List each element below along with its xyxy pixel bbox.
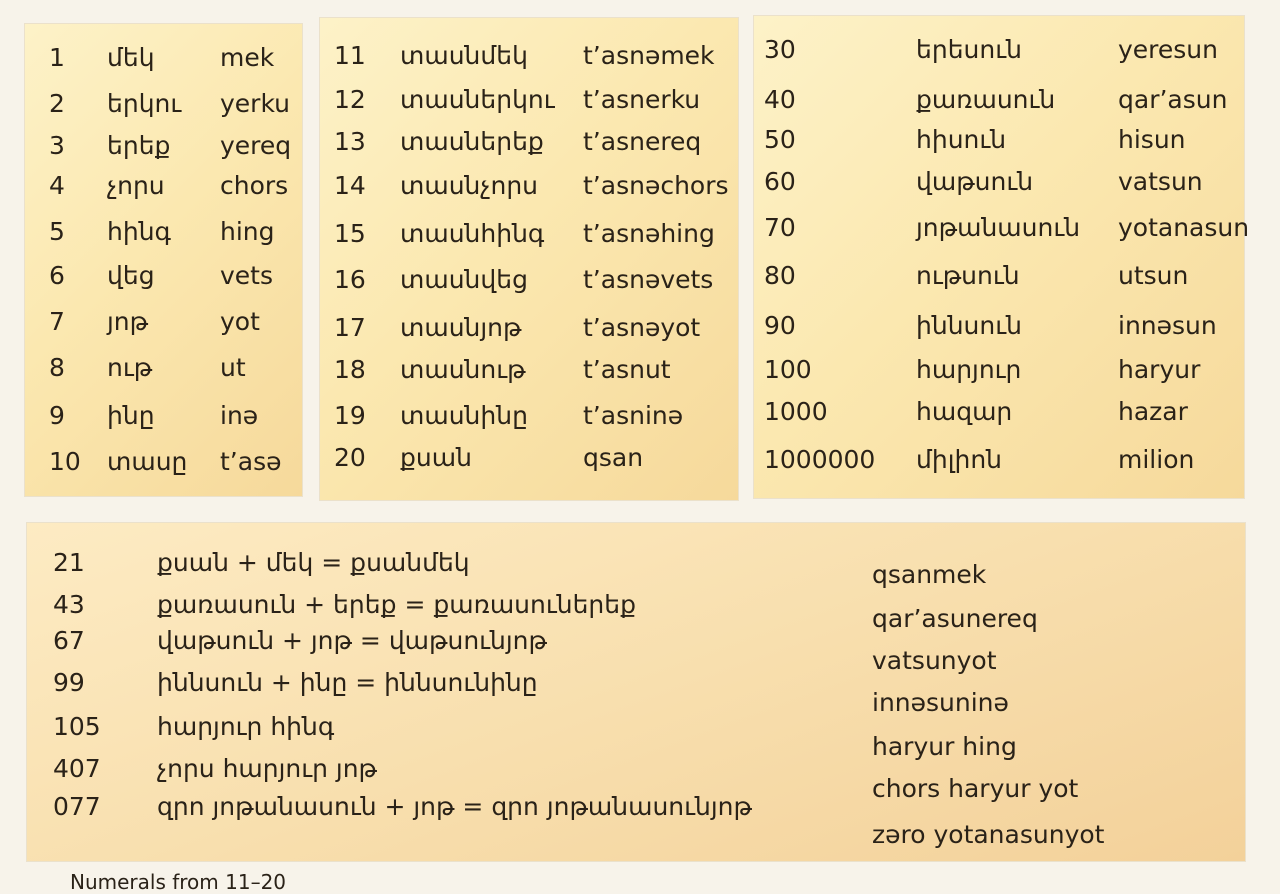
armenian-word: իննսուն (916, 311, 1022, 340)
transliteration: qsan (583, 443, 644, 472)
numeral: 105 (53, 712, 101, 741)
armenian-word: հիսուն (916, 125, 1007, 154)
numeral: 1000000 (764, 445, 876, 474)
numeral: 2 (49, 89, 65, 118)
transliteration: haryur hing (872, 732, 1017, 761)
transliteration: zəro yotanasunyot (872, 820, 1105, 849)
numeral: 407 (53, 754, 101, 783)
numeral: 67 (53, 626, 85, 655)
armenian-word: հարյուր հինգ (157, 712, 335, 741)
armenian-word: ինը (107, 401, 155, 430)
armenian-word: քսան (400, 443, 472, 472)
numeral: 4 (49, 171, 65, 200)
number-row (25, 38, 302, 78)
armenian-word: ութսուն (916, 261, 1020, 290)
number-row (754, 350, 1244, 390)
transliteration: innəsun (1118, 311, 1217, 340)
numeral: 60 (764, 167, 796, 196)
transliteration: ut (220, 353, 246, 382)
armenian-word: յոթ (107, 307, 149, 336)
armenian-word: քառասուն (916, 85, 1056, 114)
transliteration: t’asnəyot (583, 313, 701, 342)
armenian-word: տասներկու (400, 85, 555, 114)
numeral: 16 (334, 265, 366, 294)
transliteration: haryur (1118, 355, 1201, 384)
numeral: 3 (49, 131, 65, 160)
number-row (320, 80, 738, 120)
armenian-word: մեկ (107, 43, 155, 72)
numeral: 50 (764, 125, 796, 154)
number-row (754, 306, 1244, 346)
transliteration: hing (220, 217, 275, 246)
transliteration: vets (220, 261, 274, 290)
numeral: 1000 (764, 397, 828, 426)
armenian-word: երկու (107, 89, 182, 118)
numeral: 15 (334, 219, 366, 248)
transliteration: yeresun (1118, 35, 1218, 64)
transliteration: yerku (220, 89, 291, 118)
transliteration: utsun (1118, 261, 1189, 290)
numeral: 077 (53, 792, 101, 821)
numeral: 90 (764, 311, 796, 340)
numeral: 11 (334, 41, 366, 70)
armenian-word: իննսուն + ինը = իննսունինը (157, 668, 538, 697)
armenian-word: տասնութ (400, 355, 526, 384)
numeral: 8 (49, 353, 65, 382)
transliteration: mek (220, 43, 275, 72)
armenian-word: յոթանասուն (916, 213, 1081, 242)
transliteration: t’asnereq (583, 127, 702, 156)
compound-row (27, 543, 1245, 589)
armenian-word: տասնհինգ (400, 219, 545, 248)
armenian-word: միլիոն (916, 445, 1003, 474)
transliteration: hazar (1118, 397, 1188, 426)
armenian-word: ութ (107, 353, 153, 382)
numbers-panel-tens (754, 16, 1250, 498)
numeral: 7 (49, 307, 65, 336)
armenian-word: տասնմեկ (400, 41, 528, 70)
transliteration: qsanmek (872, 560, 987, 589)
transliteration: yereq (220, 131, 292, 160)
armenian-word: տասնվեց (400, 265, 528, 294)
numeral: 30 (764, 35, 796, 64)
number-row (25, 348, 302, 388)
armenian-word: հազար (916, 397, 1013, 426)
transliteration: hisun (1118, 125, 1186, 154)
numbers-panel-1-10 (25, 24, 302, 496)
number-row (25, 256, 302, 296)
number-row (320, 122, 738, 162)
numeral: 17 (334, 313, 366, 342)
armenian-word: տասներեք (400, 127, 544, 156)
armenian-word: տասը (107, 447, 188, 476)
armenian-word: վեց (107, 261, 155, 290)
armenian-word: վաթսուն (916, 167, 1034, 196)
numeral: 9 (49, 401, 65, 430)
numeral: 19 (334, 401, 366, 430)
transliteration: inə (220, 401, 259, 430)
armenian-word: երեք (107, 131, 171, 160)
compound-numbers-panel (27, 523, 1245, 861)
numeral: 6 (49, 261, 65, 290)
transliteration: chors haryur yot (872, 774, 1079, 803)
transliteration: t’asnut (583, 355, 671, 384)
numeral: 43 (53, 590, 85, 619)
number-row (25, 442, 302, 482)
transliteration: qar’asunereq (872, 604, 1038, 633)
number-row (754, 256, 1244, 296)
number-row (25, 126, 302, 166)
number-row (320, 166, 738, 206)
armenian-word: զրո յոթանասուն + յոթ = զրո յոթանասունյոթ (157, 792, 752, 821)
number-row (25, 302, 302, 342)
transliteration: t’asninə (583, 401, 684, 430)
numeral: 80 (764, 261, 796, 290)
number-row (320, 396, 738, 436)
armenian-word: չորս (107, 171, 165, 200)
armenian-word: տասնչորս (400, 171, 539, 200)
numeral: 5 (49, 217, 65, 246)
number-row (320, 214, 738, 254)
transliteration: chors (220, 171, 289, 200)
armenian-word: հինգ (107, 217, 171, 246)
numeral: 70 (764, 213, 796, 242)
number-row (754, 208, 1250, 248)
numeral: 18 (334, 355, 366, 384)
number-row (754, 440, 1244, 480)
numeral: 20 (334, 443, 366, 472)
number-row (320, 308, 738, 348)
numeral: 21 (53, 548, 85, 577)
armenian-word: չորս հարյուր յոթ (157, 754, 378, 783)
armenian-word: հարյուր (916, 355, 1022, 384)
transliteration: t’asnəchors (583, 171, 729, 200)
armenian-word: քսան + մեկ = քսանմեկ (157, 548, 470, 577)
numeral: 10 (49, 447, 81, 476)
transliteration: t’asnəhing (583, 219, 715, 248)
armenian-word: երեսուն (916, 35, 1022, 64)
compound-row (27, 707, 1245, 761)
number-row (320, 438, 738, 478)
compound-row (27, 663, 1245, 717)
number-row (25, 396, 302, 436)
compound-row (27, 749, 1245, 803)
number-row (320, 260, 738, 300)
compound-row (27, 621, 1245, 675)
transliteration: t’asə (220, 447, 282, 476)
number-row (25, 212, 302, 252)
number-row (320, 36, 738, 76)
numeral: 1 (49, 43, 65, 72)
numeral: 40 (764, 85, 796, 114)
number-row (25, 166, 302, 206)
transliteration: yot (220, 307, 260, 336)
transliteration: yotanasun (1118, 213, 1250, 242)
number-row (754, 80, 1244, 120)
transliteration: t’asnəmek (583, 41, 715, 70)
transliteration: vatsunyot (872, 646, 997, 675)
numeral: 14 (334, 171, 366, 200)
number-row (754, 120, 1244, 160)
transliteration: vatsun (1118, 167, 1203, 196)
number-row (754, 392, 1244, 432)
numeral: 99 (53, 668, 85, 697)
compound-row (27, 787, 1245, 849)
armenian-word: վաթսուն + յոթ = վաթսունյոթ (157, 626, 547, 655)
armenian-word: քառասուն + երեք = քառասուներեք (157, 590, 637, 619)
transliteration: qar’asun (1118, 85, 1228, 114)
transliteration: innəsuninə (872, 688, 1009, 717)
transliteration: t’asnəvets (583, 265, 714, 294)
transliteration: t’asnerku (583, 85, 701, 114)
number-row (754, 30, 1244, 70)
number-row (754, 162, 1244, 202)
numeral: 100 (764, 355, 812, 384)
transliteration: milion (1118, 445, 1195, 474)
numeral: 13 (334, 127, 366, 156)
number-row (320, 350, 738, 390)
numeral: 12 (334, 85, 366, 114)
armenian-word: տասնյոթ (400, 313, 522, 342)
footer-caption: Numerals from 11–20 (70, 870, 287, 894)
numbers-panel-11-20 (320, 18, 738, 500)
armenian-word: տասնինը (400, 401, 528, 430)
number-row (25, 84, 302, 124)
compound-row (27, 585, 1245, 633)
